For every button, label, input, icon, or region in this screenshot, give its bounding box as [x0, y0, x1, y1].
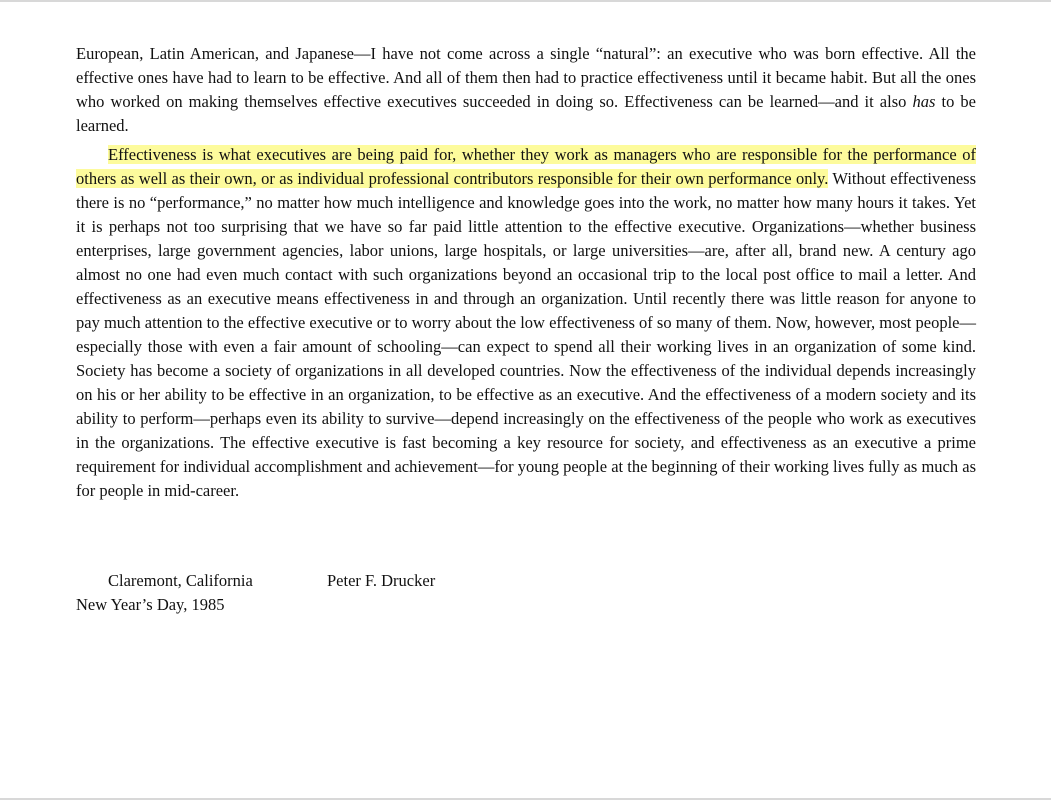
signature-author: Peter F. Drucker [327, 571, 436, 590]
signature-row [76, 569, 676, 593]
paragraph-1 [76, 42, 976, 138]
paragraph-1-text-a: European, Latin American, and Japanese—I have not come across a single “natural”: an executive who was born effective. All the effective ones have had to learn to be effective. And all of them then had to practice effectiveness until it became habit. But all the ones who worked on making themselves effective executives succeeded in doing so. Effectiveness can be learned—and it also [76, 44, 976, 111]
signature-date-row [76, 593, 676, 617]
paragraph-2 [76, 143, 976, 503]
signature-date: New Year’s Day, 1985 [76, 595, 225, 614]
document-page [76, 42, 976, 503]
signature-block [76, 569, 676, 617]
top-border [0, 0, 1051, 2]
paragraph-2-text: Without effectiveness there is no “performance,” no matter how much intelligence and knowledge goes into the work, no matter how many hours it takes. Yet it is perhaps not too surprising that we have so far paid little attention to the effective executive. Organizations—whether business enterprises, large government agencies, labor unions, large hospitals, or large universities—are, after all, brand new. A century ago almost no one had even much contact with such organizations beyond an occasional trip to the local post office to mail a letter. And effectiveness as an executive means effectiveness in and through an organization. Until recently there was little reason for anyone to pay much attention to the effective executive or to worry about the low effectiveness of so many of them. Now, however, most people—especially those with even a fair amount of schooling—can expect to spend all their working lives in an organization of some kind. Society has become a society of organizations in all developed countries. Now the effectiveness of the individual depends increasingly on his or her ability to be effective in an organization, to be effective as an executive. And the effectiveness of a modern society and its ability to perform—perhaps even its ability to survive—depend increasingly on the effectiveness of the people who work as executives in the organizations. The effective executive is fast becoming a key resource for society, and effectiveness as an executive a prime requirement for individual accomplishment and achievement—for young people at the beginning of their working lives fully as much as for people in mid-career. [76, 169, 977, 500]
signature-place: Claremont, California [108, 571, 253, 590]
paragraph-1-emphasis: has [912, 92, 936, 111]
highlighted-passage[interactable]: Effectiveness is what executives are being paid for, whether they work as managers who are responsible for the performance of others as well as their own, or as individual professional contributors responsible for their own performance only. [76, 145, 976, 188]
paragraph-1-text-b: to be learned. [76, 92, 976, 135]
